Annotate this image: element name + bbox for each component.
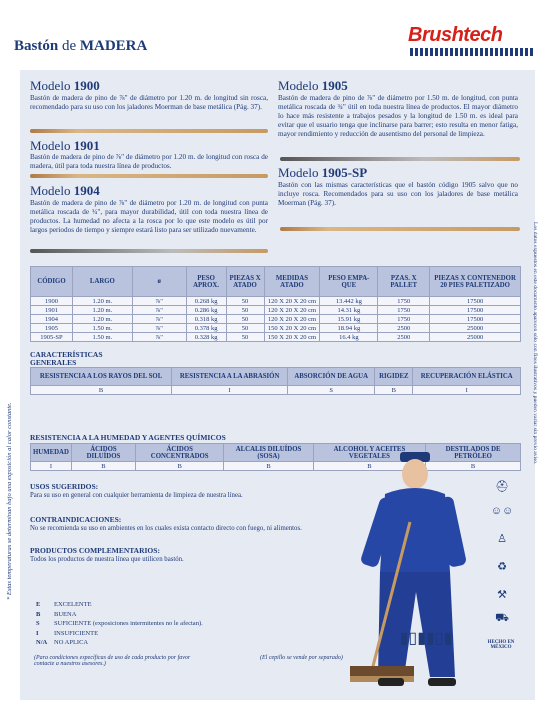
worker-with-broom-illustration <box>350 452 480 692</box>
legend-item: B BUENA <box>36 610 77 618</box>
brush-note: (El cepillo se vende por separado) <box>260 655 343 661</box>
col-diametro: ø <box>132 267 186 297</box>
table-row: 1900 1.20 m. ⅞" 0.268 kg 50 120 X 20 X 20 cm 13.442 kg 1750 17500 <box>31 297 521 306</box>
legend-item: N/A NO APLICA <box>36 639 89 647</box>
model-1904-desc: Bastón de madera de pino de ⅞" de diámetro por 1.20 m. de longitud con punta metálica roscada de ¾", para mayor durabilidad, útil con toda nuestra línea de productos. La humedad no afecta a la rosca por lo que este modelo es útil por largos periodos de tiempo y siempre estará listo para ser utilizado nuevamente. <box>30 199 268 234</box>
model-1901-title: Modelo 1901 <box>30 138 100 153</box>
chem-table: HUMEDAD ÁCIDOS DILUÍDOS ÁCIDOS CONCENTRADOS ALCALIS DILUÍDOS (SOSA) ALCOHOL Y ACEITES VEGETALES DESTILADOS DE PETRÓLEO I B B B B B <box>30 443 521 471</box>
model-1900-title: Modelo 1900 <box>30 78 100 93</box>
model-1905-desc: Bastón de madera de pino de ⅞" de diámetro por 1.50 m. de longitud, con punta metálica roscada de ¾" útil en toda nuestra línea de productos. El mayor diámetro lo hace más resistente a trabajos pesados y la longitud de 1.50 m. es ideal para evitar que el usuario tenga que inclinarse para barrer; esto resulta en menor fatiga, mayor rendimiento y reducción de ausentismo del personal de limpieza. <box>278 94 518 138</box>
legend-item: E EXCELENTE <box>36 601 92 608</box>
model-1901-desc: Bastón de madera de pino de ⅞" de diámetro por 1.20 m. de longitud con rosca de madera, útil para toda nuestra línea de productos. <box>30 153 268 170</box>
page-title: Bastón de MADERA <box>14 38 148 54</box>
table-row: 1905 1.50 m. ⅞" 0.378 kg 50 150 X 20 X 20 cm 18.94 kg 2500 25000 <box>31 324 521 333</box>
handle-1905-image <box>280 157 520 161</box>
handle-1905sp-image <box>280 227 520 231</box>
table-row: 1901 1.20 m. ⅞" 0.286 kg 50 120 X 20 X 20 cm 14.31 kg 1750 17500 <box>31 306 521 315</box>
col-peso-empaque: PESO EMPA-QUE <box>320 267 378 297</box>
legend-item: I INSUFICIENTE <box>36 629 99 637</box>
comp-text: Todos los productos de nuestra línea que utilicen bastón. <box>30 556 184 563</box>
made-in-mexico-badge: HECHO EN MÉXICO <box>487 640 515 650</box>
char-title: CARACTERÍSTICAS GENERALES <box>30 350 103 367</box>
table-row: 1905-SP 1.50 m. ⅞" 0.328 kg 50 150 X 20 X 20 cm 16.4 kg 2500 25000 <box>31 333 521 342</box>
side-note-left: * Estas temperaturas se determinan bajo una exposición al calor constante. <box>6 402 13 600</box>
col-medidas: MEDIDAS ATADO <box>264 267 320 297</box>
handle-1904-image <box>30 249 268 253</box>
contra-title: CONTRAINDICACIONES: <box>30 515 122 524</box>
recycle-icon: ♻ <box>497 561 507 573</box>
char-table: RESISTENCIA A LOS RAYOS DEL SOL RESISTENCIA A LA ABRASIÓN ABSORCIÓN DE AGUA RIGIDEZ RECUPERACIÓN ELÁSTICA B I S B I <box>30 367 521 395</box>
truck-icon: ⛟ <box>495 612 509 624</box>
spec-table <box>30 266 521 342</box>
side-note-right: Los datos expuestos en este documento aparecen sólo con fines ilustrativos y pueden variar sin previo aviso. <box>532 222 538 465</box>
people-icon: ☺☺ <box>490 505 514 517</box>
tools-icon: ⚒ <box>497 589 507 601</box>
uses-title: USOS SUGERIDOS: <box>30 482 99 491</box>
table-row: I B B B B B <box>31 462 521 471</box>
contra-text: No se recomienda su uso en ambientes en los cuales exista contacto directo con fuego, ni alimentos. <box>30 525 302 532</box>
legend-note: (Para condiciones específicas de uso de cada producto por favor contacte a nuestros asesores.) <box>34 655 191 667</box>
worker-icon: ♙ <box>497 533 507 545</box>
safety-helmet-icon: ⛑ <box>495 481 509 493</box>
handle-1900-image <box>30 129 268 133</box>
model-1904-title: Modelo 1904 <box>30 183 100 198</box>
col-piezas-atado: PIEZAS X ATADO <box>226 267 264 297</box>
col-contenedor: PIEZAS X CONTENEDOR 20 PIES PALETIZADO <box>430 267 521 297</box>
model-1900-desc: Bastón de madera de pino de ⅞" de diámetro por 1.20 m. de longitud sin rosca, recomendado para su uso con los jaladores Moerman de base metálica (Pág. 37). <box>30 94 268 111</box>
col-pzas-pallet: PZAS. X PALLET <box>378 267 430 297</box>
comp-title: PRODUCTOS COMPLEMENTARIOS: <box>30 546 160 555</box>
rating-legend <box>36 600 226 648</box>
uses-text: Para su uso en general con cualquier herramienta de limpieza de nuestra línea. <box>30 492 243 499</box>
chem-title: RESISTENCIA A LA HUMEDAD Y AGENTES QUÍMICOS <box>30 433 226 442</box>
handle-1901-image <box>30 174 268 178</box>
table-row: B I S B I <box>31 386 521 395</box>
table-row: 1904 1.20 m. ⅞" 0.318 kg 50 120 X 20 X 20 cm 15.91 kg 1750 17500 <box>31 315 521 324</box>
legend-item: S SUFICIENTE (exposiciones intermitentes no le afectan). <box>36 620 203 628</box>
brushtech-logo: Brushtech <box>408 24 536 58</box>
col-largo: LARGO <box>72 267 132 297</box>
col-peso: PESO APROX. <box>186 267 226 297</box>
col-codigo: CÓDIGO <box>31 267 73 297</box>
barcode-icon: ▮▯▮▮▯▮ <box>399 630 453 647</box>
model-1905-title: Modelo 1905 <box>278 78 348 93</box>
model-1905sp-desc: Bastón con las mismas características que el bastón código 1905 salvo que no incluye rosca. Recomendados para su uso con los jaladores de base metálica Moerman (Pág. 37). <box>278 181 518 207</box>
model-1905sp-title: Modelo 1905-SP <box>278 165 368 180</box>
